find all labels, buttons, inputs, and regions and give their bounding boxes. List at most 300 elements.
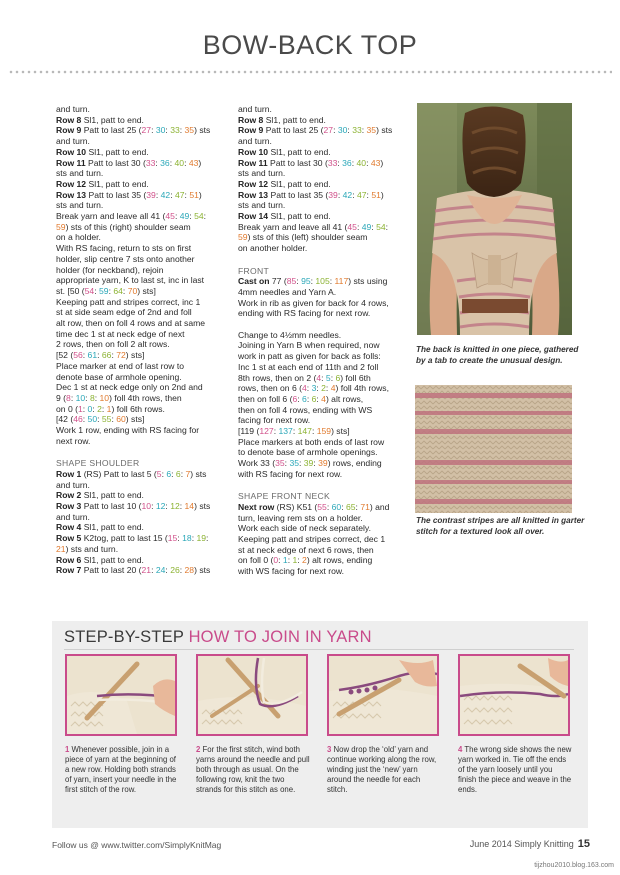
step-2-photo [196,654,308,736]
pattern-text: : [355,501,361,512]
size-value: 59 [238,232,248,243]
pattern-text: ) [380,157,384,168]
pattern-line [238,555,410,566]
pattern-text: sts and turn. [56,168,104,179]
size-value: 61 [87,350,98,361]
pattern-text: Place markers at both ends of last row [238,436,385,447]
pattern-text: ) sts] [137,285,156,296]
pattern-text: : [174,211,180,222]
size-value: 127 [259,426,274,437]
size-value: 6 [292,393,298,404]
pattern-text: ) sts [194,501,211,511]
size-value: 40 [174,157,185,168]
pattern-text: next row. [56,435,91,446]
line-gap [56,447,224,458]
step-1-text [65,745,179,795]
size-value: 105 [315,276,330,287]
pattern-text: : [292,426,298,437]
row-label: Row 9 [238,125,264,136]
pattern-text: : [179,501,185,511]
size-value: 8 [66,392,71,403]
pattern-line [56,565,224,576]
pattern-line [56,501,224,512]
pattern-text: : [356,221,362,232]
pattern-text: Change to 4½mm needles. [238,329,342,340]
pattern-text: : [191,533,197,544]
size-value: 35 [184,125,195,136]
step-2-description: For the first stitch, wind both yarns around the needle and pull both through as usual. On the following row, knit the two strands for this stitch as one. [196,745,310,794]
size-value: 4 [316,372,322,383]
size-value: 51 [189,189,199,200]
pattern-text: then on foll 4 rows, ending with WS [238,404,373,415]
pattern-text: Sl1, patt to end. [81,114,144,125]
pattern-text: : [299,458,304,469]
pattern-line [238,158,410,169]
pattern-text: : [326,501,332,512]
pattern-text: : [371,221,377,232]
pattern-line [56,307,224,318]
line-gap [238,480,410,491]
pattern-text: Work in rib as given for back for 4 rows, [238,297,389,308]
size-value: 45 [165,211,175,222]
page-title: BOW-BACK TOP [202,30,418,60]
pattern-text: Place marker at end of last row to [56,360,185,371]
photo-stripe-detail [415,385,572,513]
pattern-text: holder, slip centre 7 sts onto another [56,253,195,264]
step-2-number: 2 [196,745,201,754]
row-label: Row 11 [238,157,268,168]
size-value: 4 [330,383,336,394]
step-3 [327,654,441,795]
pattern-line [56,265,224,276]
size-value: 55 [101,414,112,425]
size-value: 43 [188,157,199,168]
size-value: 33 [170,125,180,136]
size-value: 5 [156,468,162,479]
size-value: 49 [361,221,372,232]
pattern-text: : [337,189,343,200]
pattern-line [56,372,224,383]
pattern-text: : [352,189,357,200]
step-3-number: 3 [327,745,332,754]
size-value: 27 [141,125,152,136]
pattern-text: st at side seam edge of 2nd and foll [56,307,192,318]
pattern-text: st. [50 ( [56,285,85,296]
step-by-step-panel [52,621,588,828]
size-value: 54 [376,221,386,232]
size-value: 33 [352,125,362,136]
pattern-line [56,286,224,297]
pattern-text: denote base of armhole opening. [56,371,182,382]
pattern-text: : [165,125,171,136]
size-value: 39 [146,189,156,200]
pattern-line [238,211,410,222]
pattern-line [56,350,224,361]
pattern-text: : [85,392,90,403]
pattern-text: : [180,468,186,479]
size-value: 39 [318,458,328,469]
step-2-text [196,745,310,795]
size-value: 40 [356,157,367,168]
pattern-text: : [177,533,183,544]
pattern-text: Sl1, patt to end. [268,211,331,222]
pattern-line [56,168,224,179]
step-4 [458,654,572,795]
pattern-text: : [155,189,161,200]
step-2 [196,654,310,795]
pattern-text: ) alt rows, [325,393,364,404]
size-value: 45 [347,221,357,232]
size-value: 12 [170,501,180,511]
size-value: 14 [184,501,195,511]
pattern-line [238,115,410,126]
pattern-text: then on foll 6 ( [238,393,293,404]
size-value: 1 [282,555,288,566]
pattern-text: to denote base of armhole openings. [238,447,378,458]
pattern-text: Keeping patt and stripes correct, dec 1 [238,534,386,545]
pattern-line [56,425,224,436]
pattern-text: : [284,458,290,469]
pattern-line [56,361,224,372]
step-3-description: Now drop the ‘old’ yarn and continue working along the row, winding just the ‘new’ yarn around the needle for each stitch. [327,745,437,794]
pattern-text: : [189,211,195,222]
pattern-text: Patt to last 30 ( [267,157,328,168]
size-value: 6 [302,393,307,404]
pattern-text: ) sts [194,125,211,136]
pattern-text: and turn. [56,136,90,147]
size-value: 33 [327,157,338,168]
size-value: 39 [328,189,338,200]
pattern-line [238,469,410,480]
row-label: Next row [238,501,275,512]
pattern-text: turn, leaving rem sts on a holder. [238,512,363,523]
pattern-line [238,232,410,243]
pattern-text: ) and [369,501,390,512]
pattern-text: with WS facing for next row. [238,566,345,577]
size-value: 64 [113,285,123,296]
pattern-text: : [111,414,117,425]
pattern-line [238,566,410,577]
pattern-text: ) rows, ending [327,458,382,469]
pattern-line [238,179,410,190]
pattern-text: ) sts [194,565,211,576]
size-value: 59 [56,221,66,232]
pattern-line [238,200,410,211]
pattern-text: and turn. [56,511,90,522]
pattern-text: holder (for neckband), rejoin [56,264,164,275]
pattern-text: appropriate yarn, K to last st, inc in last [56,275,205,286]
pattern-line [56,104,224,115]
size-value: 47 [356,189,367,200]
pattern-text: ) [380,189,384,200]
pattern-line [238,266,410,277]
pattern-text: : [165,501,171,511]
pattern-text: ) sts of this (right) shoulder seam [65,221,191,232]
step-heading-rule [64,649,574,650]
pattern-text: : [94,392,100,403]
row-label: Row 6 [56,554,82,565]
step-3-photo [327,654,439,736]
pattern-text: ) [198,189,202,200]
line-gap [238,319,410,330]
row-label: Row 3 [56,501,82,511]
pattern-line [56,382,224,393]
pattern-text: sts and turn. [238,200,286,211]
size-value: 21 [56,543,66,554]
pattern-line [238,147,410,158]
pattern-line [238,190,410,201]
pattern-text: : [311,426,317,437]
size-value: 47 [174,189,185,200]
pattern-line [56,404,224,415]
size-value: 33 [145,157,156,168]
pattern-text: Sl1, patt to end. [268,178,331,189]
size-value: 54 [194,211,204,222]
pattern-line [238,426,410,437]
row-label: Row 14 [238,211,269,222]
pattern-line [56,125,224,136]
pattern-text: : [278,555,283,566]
pattern-line [238,534,410,545]
size-value: 24 [155,565,166,576]
pattern-text: : [161,468,167,479]
row-label: Row 8 [238,114,264,125]
pattern-line [238,513,410,524]
pattern-line [56,436,224,447]
pattern-text: : [296,276,302,287]
size-value: 21 [141,565,152,576]
pattern-line [238,136,410,147]
pattern-text: with RS facing for next row. [238,468,343,479]
pattern-text: st at neck edge of next 6 rows, then [238,544,374,555]
pattern-line [56,115,224,126]
size-value: 30 [155,125,166,136]
pattern-text: ) foll 6th rows. [111,403,165,414]
row-label: Row 10 [56,146,87,157]
pattern-line [56,329,224,340]
size-value: 159 [316,426,332,437]
pattern-text: Patt to last 25 ( [263,125,324,136]
pattern-line [238,373,410,384]
pattern-line [56,469,224,480]
size-value: 39 [303,458,314,469]
pattern-text: : [310,276,316,287]
pattern-text: and turn. [56,479,90,490]
pattern-line [238,308,410,319]
pattern-text: sts and turn. [238,168,286,179]
pattern-text: : [111,350,117,361]
dotted-divider [8,70,612,74]
size-value: 35 [275,458,285,469]
pattern-text: ) alt rows, ending [306,555,373,566]
size-value: 147 [297,426,312,437]
pattern-text: 4mm needles and Yarn A. [238,286,337,297]
pattern-text: : [151,125,156,136]
pattern-line [238,458,410,469]
footer-issue [470,838,590,850]
pattern-column-left [56,104,224,576]
pattern-text: ) [198,157,202,168]
pattern-line [56,200,224,211]
row-label: Row 7 [56,565,82,576]
pattern-line [56,297,224,308]
pattern-text: Patt to last 10 ( [81,501,142,511]
size-value: 2 [321,383,326,394]
size-value: 54 [84,285,95,296]
pattern-text: : [306,393,312,404]
size-value: 65 [345,501,356,512]
pattern-text: Keeping patt and stripes correct, inc 1 [56,296,201,307]
pattern-line [56,243,224,254]
pattern-line [56,254,224,265]
line-gap [238,254,410,265]
pattern-text: : [206,533,209,544]
pattern-text: Break yarn and leave all 41 ( [56,211,166,222]
pattern-text: Work 1 row, ending with RS facing for [56,425,200,436]
pattern-text: Sl1, patt to end. [86,178,149,189]
pattern-text: : [366,189,372,200]
size-value: 10 [141,501,152,511]
pattern-text: : [155,157,161,168]
pattern-text: Sl1, patt to end. [81,490,144,501]
size-value: 1 [106,403,112,414]
pattern-text: : [351,157,357,168]
pattern-line [56,222,224,233]
pattern-line [56,136,224,147]
row-label: Row 12 [56,178,87,189]
pattern-text: ) foll 6th [340,372,371,383]
size-value: 4 [321,393,326,404]
pattern-text: ) sts] [331,426,350,437]
step-1-description: Whenever possible, join in a piece of yarn at the beginning of a new row. Holding both strands of yarn, insert your needle in the first stitch of the row. [65,745,177,794]
pattern-line [238,491,410,502]
pattern-text: 77 ( [269,276,287,287]
pattern-text: Sl1, patt to end. [86,146,149,157]
pattern-text: Sl1, patt to end. [268,146,331,157]
pattern-line [238,287,410,298]
pattern-line [238,168,410,179]
pattern-text: : [170,189,175,200]
pattern-text: : [287,555,293,566]
size-value: 7 [185,468,191,479]
size-value: 28 [184,565,195,576]
pattern-text: (RS) K51 ( [274,501,318,512]
pattern-text: : [92,403,98,414]
pattern-text: ) sts] [125,414,145,425]
row-label: Row 2 [56,490,82,501]
footer-follow: Follow us @ www.twitter.com/SimplyKnitMag [52,840,222,850]
pattern-text: : [361,125,367,136]
pattern-text: : [70,392,76,403]
pattern-text: Sl1, patt to end. [81,522,144,533]
size-value: 35 [289,458,299,469]
size-value: 6 [311,393,317,404]
pattern-text: Joining in Yarn B when required, now [238,340,380,351]
pattern-text: and turn. [238,136,272,147]
size-value: 18 [182,533,192,544]
pattern-text: : [82,403,88,414]
pattern-text: 8th rows, then on 2 ( [238,372,317,383]
pattern-text: With RS facing, return to sts on first [56,243,192,254]
size-value: 66 [101,350,112,361]
pattern-text: : [337,157,343,168]
pattern-text: Sl1, patt to end. [81,554,144,565]
pattern-column-middle [238,104,410,577]
pattern-text: ) sts [376,125,393,136]
size-value: 42 [160,189,171,200]
size-value: 85 [286,276,297,287]
step-1-photo [65,654,177,736]
size-value: 26 [170,565,180,576]
size-value: 1 [77,403,83,414]
pattern-text: on 0 ( [56,403,78,414]
pattern-text: : [184,157,189,168]
pattern-line [238,415,410,426]
size-value: 59 [99,285,109,296]
size-value: 50 [87,414,98,425]
pattern-text: ) foll 4th rows, [335,383,389,394]
pattern-text: : [97,350,102,361]
pattern-text: ) foll 4th rows, then [109,392,182,403]
pattern-text: ) sts and turn. [65,543,119,554]
pattern-text: alt row, then on foll 4 rows and at same [56,318,206,329]
pattern-text: : [329,276,335,287]
row-label: Row 13 [56,189,87,200]
pattern-text: 2 rows, then on foll 2 alt rows. [56,339,170,350]
pattern-text: 9 ( [56,392,67,403]
watermark: tijzhou2010.blog.163.com [534,862,614,869]
caption-stripe-detail: The contrast stripes are all knitted in garter stitch for a textured look all over. [416,516,585,536]
size-value: 1 [292,555,298,566]
size-value: 60 [331,501,342,512]
step-3-text [327,745,441,795]
pattern-text: (RS) Patt to last 5 ( [81,468,157,479]
pattern-text: : [165,565,171,576]
pattern-text: Work each side of neck separately. [238,523,371,534]
pattern-line [56,490,224,501]
pattern-text: rows, then on 6 ( [238,383,303,394]
pattern-text: : [297,393,303,404]
pattern-text: and turn. [56,104,90,114]
pattern-line [56,533,224,544]
section-heading: FRONT [238,265,270,276]
size-value: 70 [127,285,138,296]
pattern-line [238,437,410,448]
pattern-text: : [203,211,207,222]
pattern-line [56,480,224,491]
size-value: 117 [334,276,349,287]
pattern-text: : [122,285,128,296]
pattern-text: Patt to last 35 ( [268,189,329,200]
size-value: 36 [342,157,352,168]
size-value: 71 [360,501,370,512]
pattern-line [56,179,224,190]
pattern-line [238,383,410,394]
size-value: 0 [87,403,93,414]
size-value: 95 [301,276,311,287]
pattern-text: ) sts] [125,350,145,361]
pattern-text: : [325,383,331,394]
pattern-text: Work 33 ( [238,458,276,469]
pattern-text: work in patt as given for back as folls: [238,351,381,362]
pattern-line [238,362,410,373]
pattern-text: : [330,372,336,383]
row-label: Row 11 [56,157,86,168]
row-label: Cast on [238,276,270,287]
pattern-text: on a holder. [56,232,101,243]
pattern-text: : [169,157,175,168]
pattern-text: Patt to last 35 ( [86,189,147,200]
